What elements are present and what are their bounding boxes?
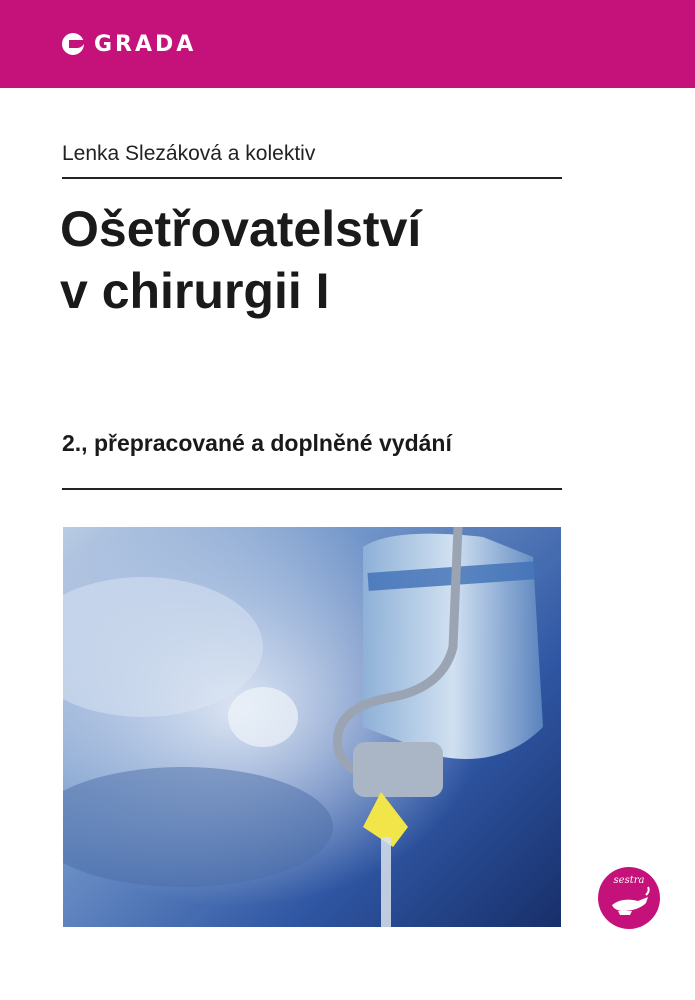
- publisher-name: GRADA: [94, 31, 197, 57]
- publisher-banner: [0, 0, 695, 88]
- publisher-logo: [62, 30, 196, 58]
- top-divider: [62, 177, 562, 179]
- oil-lamp-icon: [598, 867, 660, 929]
- edition-line: 2., přepracované a doplněné vydání: [62, 430, 452, 456]
- title-line-1: Ošetřovatelství: [60, 201, 422, 257]
- series-badge: [598, 867, 660, 929]
- cover-photo: [63, 527, 561, 927]
- bottom-divider: [62, 488, 562, 490]
- grada-logo-icon: [62, 33, 84, 55]
- title-line-2: v chirurgii I: [60, 263, 330, 319]
- book-title: [60, 198, 580, 322]
- badge-label: sestra: [613, 875, 645, 886]
- author-line: Lenka Slezáková a kolektiv: [62, 142, 316, 165]
- iv-bag-photo: [63, 527, 561, 927]
